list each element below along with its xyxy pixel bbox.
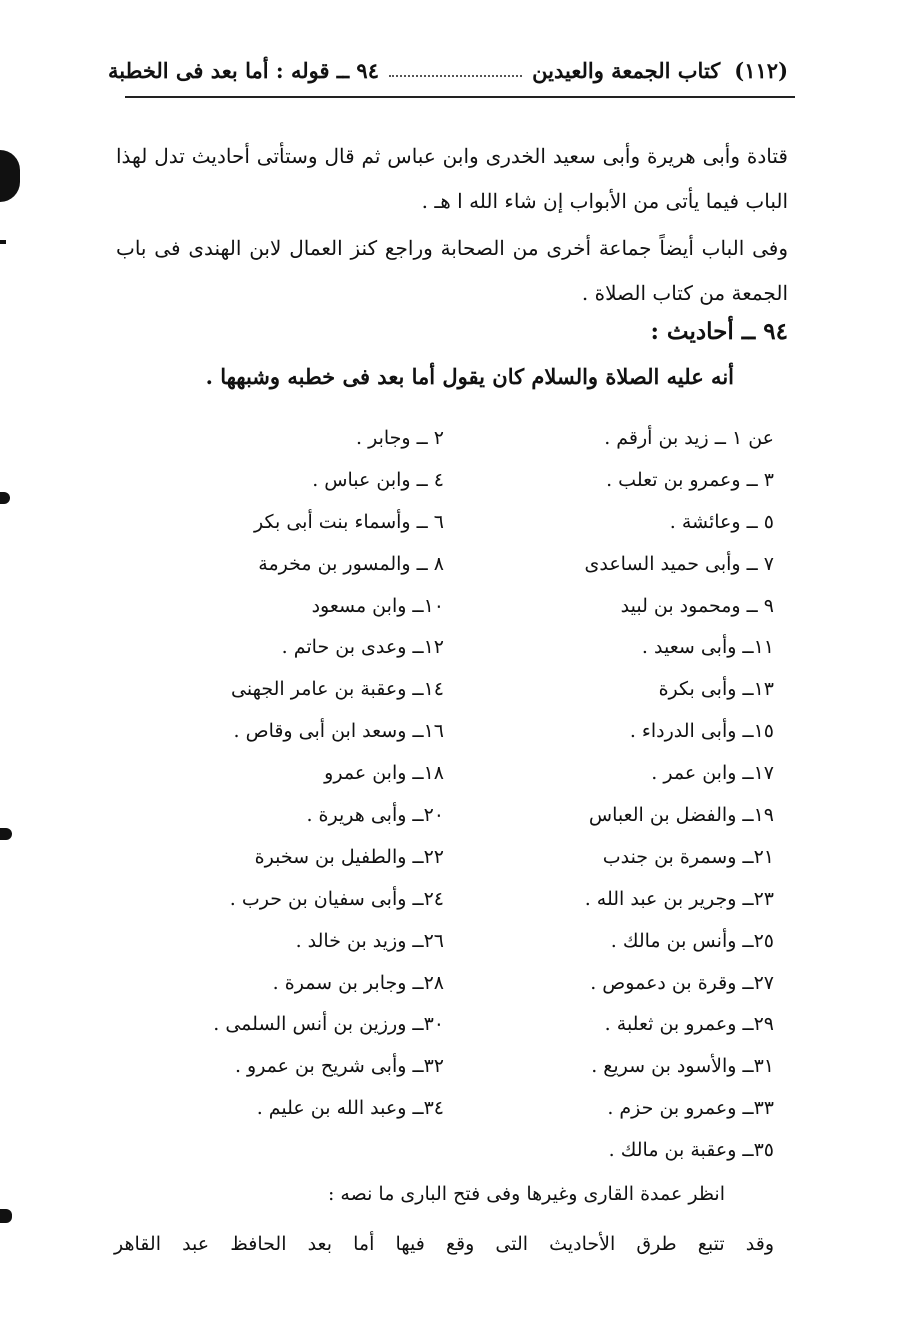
narrator-item: ٢٣ــ وجرير بن عبد الله . [584, 887, 774, 910]
closing-line-1: انظر عمدة القارى وغيرها وفى فتح البارى ما نصه : [327, 1183, 725, 1205]
scan-edge-mark [0, 1209, 12, 1223]
narrator-item: ٣٥ــ وعقبة بن مالك . [608, 1139, 774, 1162]
narrator-item: ١٤ــ وعقبة بن عامر الجهنى [231, 678, 444, 701]
narrator-item: ٣٠ــ ورزين بن أنس السلمى . [213, 1013, 444, 1036]
closing-line-2: وقد تتبع طرق الأحاديث التى وقع فيها أما بعد الحافظ عبد القاهر [114, 1233, 774, 1255]
page-number: (١١٢) [734, 57, 788, 83]
narrator-item: ٢٥ــ وأنس بن مالك . [610, 929, 774, 952]
narrator-item: ٣ ــ وعمرو بن تعلب . [606, 468, 774, 491]
narrator-item: ١٢ــ وعدى بن حاتم . [281, 636, 444, 659]
narrator-item: ١٦ــ وسعد ابن أبى وقاص . [233, 720, 444, 743]
narrator-item: ٥ ــ وعائشة . [669, 510, 774, 533]
narrator-item: ٢٠ــ وأبى هريرة . [306, 804, 444, 827]
scan-edge-mark [0, 240, 6, 244]
narrator-item: ٤ ــ وابن عباس . [312, 468, 444, 491]
narrator-item: عن ١ ــ زيد بن أرقم . [604, 427, 774, 449]
narrator-item: ٦ ــ وأسماء بنت أبى بكر [254, 510, 444, 533]
narrator-item: ٢٦ــ وزيد بن خالد . [295, 929, 444, 952]
narrator-item: ٧ ــ وأبى حميد الساعدى [584, 552, 774, 575]
narrators-column-left [114, 418, 444, 1130]
section-title: ٩٤ ــ أحاديث : [650, 318, 788, 345]
narrator-item: ١٠ــ وابن مسعود [311, 594, 444, 617]
narrator-item: ٣٤ــ وعبد الله بن عليم . [256, 1097, 444, 1120]
scan-edge-mark [0, 492, 10, 504]
narrator-item: ١١ــ وأبى سعيد . [641, 636, 774, 659]
narrator-item: ١٥ــ وأبى الدرداء . [629, 720, 774, 743]
narrator-item: ٣٣ــ وعمرو بن حزم . [607, 1097, 774, 1120]
paragraph-2: وفى الباب أيضاً جماعة أخرى من الصحابة وراجع كنز العمال لابن الهندى فى باب الجمعة من كتاب الصلاة . [116, 236, 788, 305]
narrator-item: ٩ ــ ومحمود بن لبيد [620, 594, 774, 617]
narrators-column-right [474, 418, 774, 1172]
scan-edge-mark [0, 150, 20, 202]
dotted-leader [389, 75, 522, 77]
narrator-item: ٢٩ــ وعمرو بن ثعلبة . [604, 1013, 774, 1036]
narrator-item: ٢١ــ وسمرة بن جندب [602, 845, 774, 868]
paragraph-1: قتادة وأبى هريرة وأبى سعيد الخدرى وابن عباس ثم قال وستأتى أحاديث تدل لهذا الباب فيما يأتى من الأبواب إن شاء الله ا هـ . [116, 144, 788, 213]
narrator-item: ١٩ــ والفضل بن العباس [588, 804, 774, 827]
header-rule [125, 96, 795, 98]
narrator-item: ٢٧ــ وقرة بن دعموص . [590, 971, 774, 994]
narrator-item: ٣١ــ والأسود بن سريع . [591, 1055, 774, 1078]
narrator-item: ١٨ــ وابن عمرو [324, 762, 444, 785]
narrator-item: ٢٤ــ وأبى سفيان بن حرب . [229, 887, 444, 910]
scan-edge-mark [0, 828, 12, 840]
narrator-item: ٣٢ــ وأبى شريح بن عمرو . [234, 1055, 444, 1078]
book-title: كتاب الجمعة والعيدين [532, 57, 721, 83]
narrator-item: ١٣ــ وأبى بكرة [658, 678, 774, 701]
running-header [108, 50, 788, 90]
narrator-item: ٢٨ــ وجابر بن سمرة . [272, 971, 444, 994]
narrator-item: ١٧ــ وابن عمر . [651, 762, 774, 785]
section-subtitle: أنه عليه الصلاة والسلام كان يقول أما بعد فى خطبه وشبهها . [205, 364, 734, 389]
narrator-item: ٨ ــ والمسور بن مخرمة [258, 552, 444, 575]
narrator-item: ٢ ــ وجابر . [356, 427, 444, 449]
section-reference: ٩٤ ــ قوله : أما بعد فى الخطبة [108, 57, 379, 83]
narrator-item: ٢٢ــ والطفيل بن سخبرة [254, 845, 444, 868]
